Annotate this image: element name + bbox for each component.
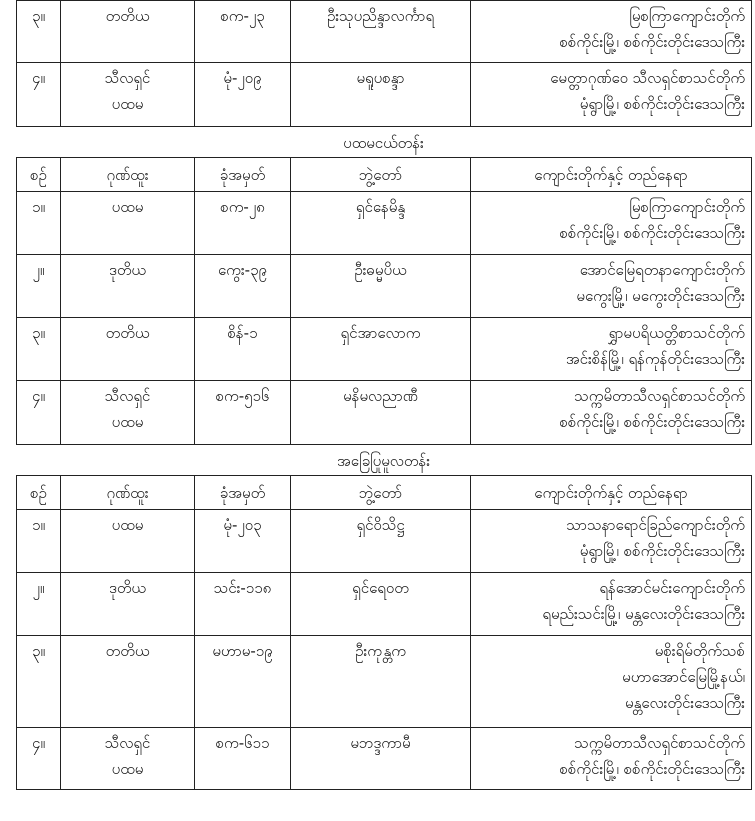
row-number: ၁။	[17, 192, 61, 255]
grade-cell: ပထမ	[61, 192, 195, 255]
location-cell: သက္ကမိတာသီလရှင်စာသင်တိုက် စစ်ကိုင်းမြို့၊ စစ်ကိုင်းတိုင်းဒေသကြီး	[471, 728, 752, 790]
row-number: ၄။	[17, 63, 61, 127]
roll-number: ကွေး-၃၉	[195, 255, 291, 318]
table-row	[17, 1, 752, 63]
location-cell: မစိုးရိမ်တိုက်သစ် မဟာအောင်မြေမြို့နယ်၊ မန္တလေးတိုင်းဒေသကြီး	[471, 636, 752, 728]
monk-name: ဦးသုပညိန္ဒာလင်္ကာရ	[291, 1, 471, 63]
roll-number: မဟာမ-၁၉	[195, 636, 291, 728]
monk-name: မရူပစန္ဒာ	[291, 63, 471, 127]
row-number: ၂။	[17, 573, 61, 636]
monk-name: ဦးကုန္တက	[291, 636, 471, 728]
roll-number: မုံ-၂၀၃	[195, 510, 291, 573]
header-name: ဘွဲ့တော်	[291, 476, 471, 510]
row-number: ၃။	[17, 636, 61, 728]
table-row	[17, 381, 752, 445]
row-number: ၂။	[17, 255, 61, 318]
table-row	[17, 636, 752, 728]
monk-name: ရှင်နေမိန္ဒ	[291, 192, 471, 255]
results-table-top	[16, 0, 752, 127]
header-grade: ဂုဏ်ထူး	[61, 158, 195, 192]
header-roll: ခုံအမှတ်	[195, 476, 291, 510]
header-name: ဘွဲ့တော်	[291, 158, 471, 192]
grade-cell: တတိယ	[61, 318, 195, 381]
monk-name: ရှင်ဝိသိဋ္ဌ	[291, 510, 471, 573]
location-cell: မြစကြာကျောင်းတိုက် စစ်ကိုင်းမြို့၊ စစ်ကိုင်းတိုင်းဒေသကြီး	[471, 192, 752, 255]
header-no: စဉ်	[17, 476, 61, 510]
grade-cell: သီလရှင် ပထမ	[61, 381, 195, 445]
location-cell: ရွှာမပရိယတ္တိစာသင်တိုက် အင်းစိန်မြို့၊ ရန်ကုန်တိုင်းဒေသကြီး	[471, 318, 752, 381]
monk-name: ဦးဓမ္မပိယ	[291, 255, 471, 318]
row-number: ၁။	[17, 510, 61, 573]
table-header-row	[17, 158, 752, 192]
roll-number: စက-၅၁၆	[195, 381, 291, 445]
roll-number: စက-၂၃	[195, 1, 291, 63]
results-table-section-1	[16, 157, 752, 445]
roll-number: စိန်-၁	[195, 318, 291, 381]
grade-cell: ဒုတိယ	[61, 255, 195, 318]
roll-number: သင်း-၁၁၈	[195, 573, 291, 636]
grade-cell: သီလရှင် ပထမ	[61, 63, 195, 127]
grade-cell: သီလရှင် ပထမ	[61, 728, 195, 790]
table-row	[17, 728, 752, 790]
section-title: အခြေပြုမူလတန်း	[336, 452, 431, 470]
header-roll: ခုံအမှတ်	[195, 158, 291, 192]
results-table-section-2	[16, 475, 752, 790]
roll-number: မုံ-၂၀၉	[195, 63, 291, 127]
monk-name: ရှင်ရေဝတ	[291, 573, 471, 636]
header-place: ကျောင်းတိုက်နှင့် တည်နေရာ	[471, 158, 752, 192]
grade-cell: တတိယ	[61, 1, 195, 63]
table-row	[17, 510, 752, 573]
section-title: ပထမငယ်တန်း	[343, 134, 424, 152]
table-row	[17, 255, 752, 318]
roll-number: စက-၂၈	[195, 192, 291, 255]
grade-cell: ဒုတိယ	[61, 573, 195, 636]
roll-number: စက-၆၁၁	[195, 728, 291, 790]
table-row	[17, 573, 752, 636]
header-grade: ဂုဏ်ထူး	[61, 476, 195, 510]
location-cell: မြစကြာကျောင်းတိုက် စစ်ကိုင်းမြို့၊ စစ်ကိုင်းတိုင်းဒေသကြီး	[471, 1, 752, 63]
table-row	[17, 318, 752, 381]
table-header-row	[17, 476, 752, 510]
table-row	[17, 63, 752, 127]
header-no: စဉ်	[17, 158, 61, 192]
location-cell: သာသနာရောင်ခြည်ကျောင်းတိုက် မုံရွာမြို့၊ စစ်ကိုင်းတိုင်းဒေသကြီး	[471, 510, 752, 573]
location-cell: ရန်အောင်မင်းကျောင်းတိုက် ရမည်းသင်းမြို့၊ မန္တလေးတိုင်းဒေသကြီး	[471, 573, 752, 636]
monk-name: မဘဒ္ဒကာမီ	[291, 728, 471, 790]
location-cell: သက္ကမိတာသီလရှင်စာသင်တိုက် စစ်ကိုင်းမြို့၊ စစ်ကိုင်းတိုင်းဒေသကြီး	[471, 381, 752, 445]
grade-cell: ပထမ	[61, 510, 195, 573]
row-number: ၃။	[17, 318, 61, 381]
row-number: ၄။	[17, 381, 61, 445]
row-number: ၃။	[17, 1, 61, 63]
table-row	[17, 192, 752, 255]
row-number: ၄။	[17, 728, 61, 790]
header-place: ကျောင်းတိုက်နှင့် တည်နေရာ	[471, 476, 752, 510]
grade-cell: တတိယ	[61, 636, 195, 728]
location-cell: မေတ္တာဂုဏ်ဝေ သီလရှင်စာသင်တိုက် မုံရွာမြို့၊ စစ်ကိုင်းတိုင်းဒေသကြီး	[471, 63, 752, 127]
monk-name: ရှင်အာလောက	[291, 318, 471, 381]
monk-name: မနိမလညာဏီ	[291, 381, 471, 445]
location-cell: အောင်မြေရတနာကျောင်းတိုက် မကွေးမြို့၊ မကွေးတိုင်းဒေသကြီး	[471, 255, 752, 318]
